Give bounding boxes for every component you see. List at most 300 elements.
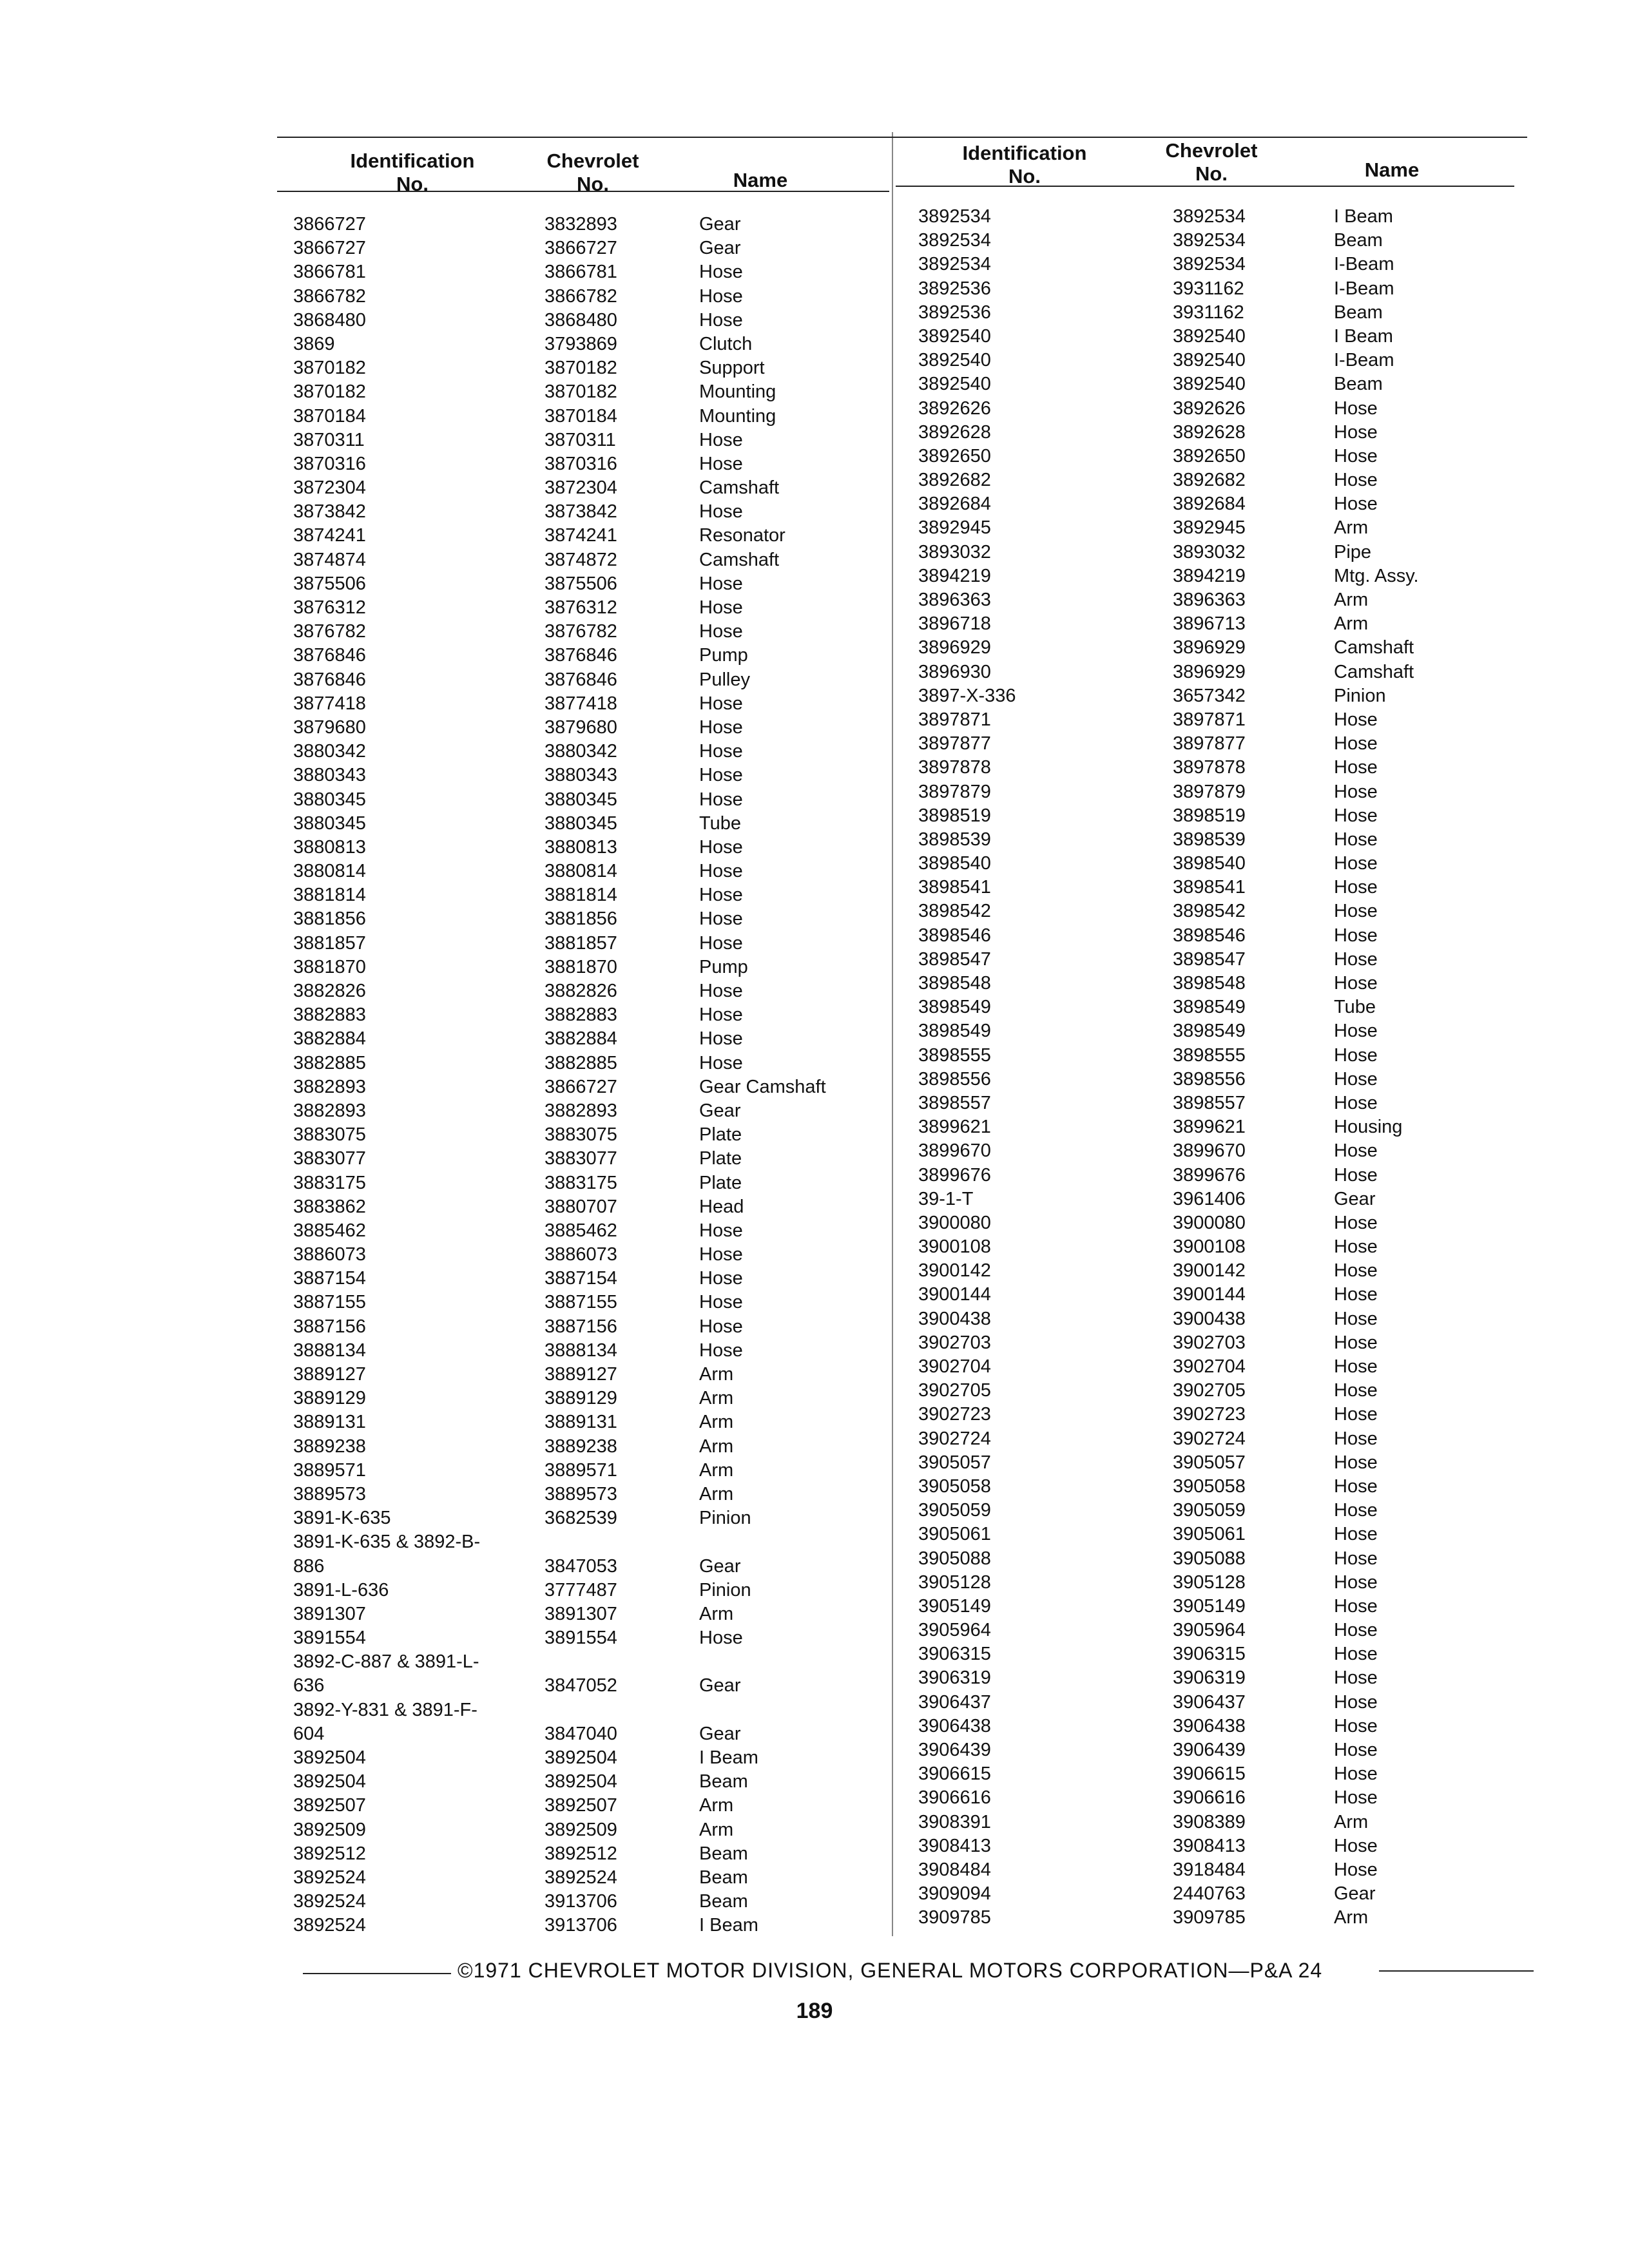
part-name: Arm [699, 1388, 734, 1409]
part-name: Hose [699, 932, 743, 954]
table-row [918, 588, 1524, 612]
table-row [918, 1619, 1524, 1642]
identification-no: 3870184 [293, 405, 366, 427]
chevrolet-no: 3868480 [545, 309, 617, 331]
chevrolet-no: 3889573 [545, 1483, 617, 1504]
table-row [918, 852, 1524, 876]
identification-no: 3892684 [918, 494, 991, 515]
chevrolet-no: 3906616 [1173, 1787, 1246, 1809]
chevrolet-no: 3892684 [1173, 494, 1246, 515]
part-name: Hose [1334, 901, 1378, 922]
part-name: Mounting [699, 381, 776, 403]
table-row [918, 229, 1524, 253]
chevrolet-no: 3887156 [545, 1316, 617, 1337]
chevrolet-no: 3876312 [545, 597, 617, 618]
chevrolet-no: 3682539 [545, 1508, 617, 1529]
table-row [293, 1387, 873, 1410]
part-name: Camshaft [699, 549, 780, 570]
part-name: Hose [1334, 1740, 1378, 1760]
chevrolet-no: 3888134 [545, 1340, 617, 1361]
chevrolet-no: 3897871 [1173, 709, 1246, 730]
table-row [293, 907, 873, 931]
part-name: Arm [1334, 1811, 1369, 1832]
identification-no: 3898555 [918, 1044, 991, 1066]
chevrolet-no: 3866727 [545, 238, 617, 259]
table-row [918, 1738, 1524, 1762]
part-name: Arm [699, 1603, 734, 1624]
table-row [918, 876, 1524, 899]
chevrolet-no: 3881870 [545, 956, 617, 977]
table-row [918, 349, 1524, 372]
table-row [293, 236, 873, 260]
table-row [293, 1410, 873, 1434]
part-name: Pinion [699, 1508, 751, 1529]
table-row [293, 476, 873, 500]
part-name: Hose [699, 1340, 743, 1361]
identification-no: 3875506 [293, 573, 366, 594]
table-row [293, 1866, 873, 1890]
identification-no: 3908413 [918, 1835, 991, 1856]
identification-no: 3905058 [918, 1475, 991, 1497]
part-name: Beam [1334, 230, 1383, 251]
identification-no: 3898548 [918, 973, 991, 994]
identification-no: 3868480 [293, 309, 366, 331]
identification-no: 3892628 [918, 421, 991, 443]
identification-no: 3882893 [293, 1100, 366, 1121]
part-name: Hose [1334, 853, 1378, 874]
identification-no: 3905128 [918, 1571, 991, 1593]
part-name: Gear [699, 1100, 741, 1121]
chevrolet-no: 3889127 [545, 1364, 617, 1385]
table-row [918, 516, 1524, 540]
part-name: Arm [699, 1459, 734, 1481]
table-row [918, 564, 1524, 588]
part-name: Plate [699, 1148, 742, 1169]
part-name: Hose [1334, 1021, 1378, 1042]
identification-no: 3905057 [918, 1452, 991, 1473]
identification-no: 3896929 [918, 637, 991, 658]
part-name: Hose [699, 453, 743, 474]
part-name: Hose [1334, 1092, 1378, 1113]
identification-no: 3899676 [918, 1164, 991, 1186]
table-row [293, 979, 873, 1003]
table-row [293, 1339, 873, 1363]
chevrolet-no: 3880345 [545, 789, 617, 810]
part-name: Beam [1334, 374, 1383, 395]
table-row [293, 1722, 873, 1746]
table-row [293, 836, 873, 860]
identification-no: 3887156 [293, 1316, 366, 1337]
identification-no: 3870182 [293, 358, 366, 379]
part-name: Hose [1334, 1212, 1378, 1233]
identification-no: 3881856 [293, 908, 366, 930]
chevrolet-no: 3877418 [545, 693, 617, 714]
identification-no: 3892509 [293, 1819, 366, 1840]
table-row [918, 1068, 1524, 1091]
identification-no: 3869 [293, 333, 335, 354]
chevrolet-no: 3882884 [545, 1028, 617, 1050]
identification-no: 3899621 [918, 1117, 991, 1138]
identification-no: 3900080 [918, 1212, 991, 1233]
chevrolet-no: 3931162 [1173, 302, 1244, 323]
identification-no: 3892540 [918, 350, 991, 371]
part-name: Hose [1334, 1595, 1378, 1617]
table-row [918, 780, 1524, 804]
chevrolet-no: 3847053 [545, 1555, 617, 1577]
part-name: Clutch [699, 333, 753, 354]
table-row [293, 1171, 873, 1195]
part-name: Hose [699, 262, 743, 283]
chevrolet-no: 3898547 [1173, 948, 1246, 970]
table-row [293, 620, 873, 644]
table-row [918, 924, 1524, 948]
part-name: Hose [1334, 1644, 1378, 1665]
chevrolet-no: 3875506 [545, 573, 617, 594]
identification-no: 3880814 [293, 861, 366, 882]
identification-no: 3906615 [918, 1763, 991, 1785]
table-row [293, 1123, 873, 1147]
chevrolet-no: 3898519 [1173, 805, 1246, 826]
chevrolet-no: 3900144 [1173, 1284, 1246, 1305]
chevrolet-no: 3876846 [545, 645, 617, 666]
table-row [918, 612, 1524, 636]
identification-no: 3898541 [918, 877, 991, 898]
chevrolet-no: 3777487 [545, 1579, 617, 1600]
identification-no: 3906319 [918, 1667, 991, 1689]
chevrolet-no: 3900438 [1173, 1308, 1246, 1329]
chevrolet-no: 3893032 [1173, 541, 1246, 562]
table-row [918, 1091, 1524, 1115]
chevrolet-no: 3887154 [545, 1268, 617, 1289]
identification-no: 3891-K-635 [293, 1508, 391, 1529]
table-row [918, 1666, 1524, 1690]
chevrolet-no: 3882883 [545, 1004, 617, 1026]
chevrolet-no: 3902703 [1173, 1332, 1246, 1353]
part-name: Pinion [1334, 685, 1386, 706]
chevrolet-no: 3905088 [1173, 1548, 1246, 1569]
part-name: Gear [699, 238, 741, 259]
identification-no: 3881857 [293, 932, 366, 954]
identification-no: 3889127 [293, 1364, 366, 1385]
identification-no: 3906437 [918, 1691, 991, 1713]
table-row [293, 1027, 873, 1051]
identification-no: 3892536 [918, 278, 991, 299]
part-name: Hose [699, 429, 743, 450]
table-row [293, 883, 873, 907]
table-row [918, 1882, 1524, 1906]
identification-no: 3880343 [293, 765, 366, 786]
chevrolet-no: 3876782 [545, 621, 617, 642]
part-name: Hose [699, 309, 743, 331]
part-name: Tube [699, 812, 742, 834]
chevrolet-no: 3906438 [1173, 1715, 1246, 1736]
left-parts-table [293, 213, 873, 1938]
identification-no: 3900108 [918, 1236, 991, 1258]
part-name: Hose [1334, 829, 1378, 850]
identification-no: 3909094 [918, 1883, 991, 1905]
table-row [293, 1746, 873, 1770]
chevrolet-no: 3886073 [545, 1244, 617, 1265]
table-row [293, 596, 873, 620]
identification-no: 3876846 [293, 645, 366, 666]
right-header-name: Name [1364, 159, 1420, 181]
identification-no: 3883862 [293, 1196, 366, 1217]
part-name: Hose [1334, 1284, 1378, 1305]
table-row [918, 1187, 1524, 1211]
identification-no: 3874241 [293, 525, 366, 546]
identification-no: 3882893 [293, 1076, 366, 1097]
part-name: Camshaft [699, 477, 780, 499]
identification-no: 3898549 [918, 997, 991, 1018]
identification-no: 3892626 [918, 398, 991, 419]
table-row [918, 1115, 1524, 1139]
table-row [918, 325, 1524, 349]
table-row [293, 285, 873, 309]
identification-no: 636 [293, 1675, 325, 1696]
part-name: Hose [1334, 1428, 1378, 1449]
top-rule [277, 137, 1527, 138]
chevrolet-no: 3892626 [1173, 398, 1246, 419]
part-name: Resonator [699, 525, 786, 546]
table-row [293, 812, 873, 836]
identification-no: 3876846 [293, 669, 366, 690]
identification-no: 3898519 [918, 805, 991, 826]
part-name: Hose [1334, 1859, 1378, 1880]
identification-no: 3892534 [918, 254, 991, 275]
table-row [293, 332, 873, 356]
part-name: Hose [1334, 1140, 1378, 1162]
part-name: Hose [1334, 781, 1378, 802]
identification-no: 3897878 [918, 757, 991, 778]
identification-no: 3893032 [918, 541, 991, 562]
chevrolet-no: 3883075 [545, 1124, 617, 1146]
chevrolet-no: 3880345 [545, 812, 617, 834]
part-name: Hose [1334, 1500, 1378, 1521]
part-name: Hose [1334, 1356, 1378, 1377]
chevrolet-no: 3882885 [545, 1052, 617, 1073]
chevrolet-no: 3898539 [1173, 829, 1246, 850]
table-row [293, 1698, 873, 1722]
table-row [918, 804, 1524, 828]
table-row [918, 1019, 1524, 1043]
table-row [293, 1818, 873, 1842]
identification-no: 3908391 [918, 1811, 991, 1832]
chevrolet-no: 3898546 [1173, 925, 1246, 946]
identification-no: 3892536 [918, 302, 991, 323]
part-name: I Beam [1334, 325, 1393, 347]
chevrolet-no: 3892540 [1173, 374, 1246, 395]
part-name: Plate [699, 1172, 742, 1193]
table-row [293, 716, 873, 740]
chevrolet-no: 3908389 [1173, 1811, 1246, 1832]
part-name: I Beam [1334, 206, 1393, 227]
chevrolet-no: 3892507 [545, 1795, 617, 1816]
chevrolet-no: 3881857 [545, 932, 617, 954]
table-row [918, 1475, 1524, 1499]
identification-no: 3891-L-636 [293, 1579, 389, 1600]
table-row [918, 948, 1524, 972]
identification-no: 3870182 [293, 381, 366, 403]
chevrolet-no: 3961406 [1173, 1188, 1246, 1209]
identification-no: 3906616 [918, 1787, 991, 1809]
part-name: Hose [699, 1028, 743, 1050]
table-row [918, 445, 1524, 468]
table-row [293, 764, 873, 787]
table-row [293, 1483, 873, 1506]
left-header-id-line1: Identification [350, 149, 475, 172]
identification-no: 3883175 [293, 1172, 366, 1193]
identification-no: 3906315 [918, 1644, 991, 1665]
chevrolet-no: 3881814 [545, 885, 617, 906]
identification-no: 3902723 [918, 1404, 991, 1425]
chevrolet-no: 3900142 [1173, 1260, 1246, 1282]
table-row [918, 205, 1524, 229]
part-name: Hose [1334, 470, 1378, 491]
table-row [293, 1602, 873, 1626]
chevrolet-no: 3882893 [545, 1100, 617, 1121]
identification-no: 3872304 [293, 477, 366, 499]
chevrolet-no: 3880814 [545, 861, 617, 882]
identification-no: 3880342 [293, 741, 366, 762]
identification-no: 3882885 [293, 1052, 366, 1073]
chevrolet-no: 3900080 [1173, 1212, 1246, 1233]
chevrolet-no: 3896713 [1173, 613, 1246, 635]
part-name: Mtg. Assy. [1334, 565, 1419, 586]
chevrolet-no: 3876846 [545, 669, 617, 690]
chevrolet-no: 3906319 [1173, 1667, 1246, 1689]
table-row [293, 1243, 873, 1267]
table-row [918, 1427, 1524, 1451]
table-row [293, 1291, 873, 1314]
identification-no: 3885462 [293, 1220, 366, 1241]
identification-no: 3892945 [918, 517, 991, 539]
identification-no: 3892504 [293, 1747, 366, 1768]
table-row [293, 1626, 873, 1650]
part-name: Gear [699, 1555, 741, 1577]
part-name: Hose [699, 1292, 743, 1313]
chevrolet-no: 3832893 [545, 214, 617, 235]
chevrolet-no: 3897878 [1173, 757, 1246, 778]
table-row [293, 1147, 873, 1171]
chevrolet-no: 3897877 [1173, 733, 1246, 754]
chevrolet-no: 3898541 [1173, 877, 1246, 898]
part-name: Hose [1334, 973, 1378, 994]
table-row [293, 1890, 873, 1914]
identification-no: 3896718 [918, 613, 991, 635]
table-row [918, 1164, 1524, 1187]
page-number: 189 [796, 1999, 833, 2023]
chevrolet-no: 3892628 [1173, 421, 1246, 443]
table-row [918, 1691, 1524, 1715]
part-name: Pulley [699, 669, 750, 690]
part-name: Hose [699, 573, 743, 594]
chevrolet-no: 3892540 [1173, 325, 1246, 347]
table-row [293, 1075, 873, 1099]
table-row [293, 1794, 873, 1818]
chevrolet-no: 3906315 [1173, 1644, 1246, 1665]
table-row [918, 1307, 1524, 1331]
chevrolet-no: 3896929 [1173, 661, 1246, 682]
identification-no: 3897877 [918, 733, 991, 754]
part-name: Arm [1334, 1907, 1369, 1928]
part-name: Hose [699, 885, 743, 906]
identification-no: 3892524 [293, 1915, 366, 1936]
chevrolet-no: 3881856 [545, 908, 617, 930]
chevrolet-no: 3906615 [1173, 1763, 1246, 1785]
chevrolet-no: 3905128 [1173, 1571, 1246, 1593]
table-row [293, 524, 873, 548]
table-row [293, 1435, 873, 1459]
table-row [918, 541, 1524, 564]
table-row [918, 1379, 1524, 1403]
table-row [293, 309, 873, 332]
part-name: Pump [699, 645, 748, 666]
chevrolet-no: 3931162 [1173, 278, 1244, 299]
part-name: I Beam [699, 1915, 758, 1936]
table-row [293, 213, 873, 236]
identification-no: 3874874 [293, 549, 366, 570]
table-row [918, 1523, 1524, 1546]
table-row [918, 1906, 1524, 1930]
chevrolet-no: 2440763 [1173, 1883, 1246, 1905]
chevrolet-no: 3883175 [545, 1172, 617, 1193]
left-header-name: Name [733, 169, 788, 191]
identification-no: 3896363 [918, 590, 991, 610]
chevrolet-no: 3898556 [1173, 1068, 1246, 1090]
identification-no: 3889573 [293, 1483, 366, 1504]
part-name: Arm [1334, 613, 1369, 635]
identification-no: 3898539 [918, 829, 991, 850]
part-name: Hose [1334, 1332, 1378, 1353]
left-header-chev-line1: Chevrolet [546, 149, 639, 172]
chevrolet-no: 3880342 [545, 741, 617, 762]
table-row [918, 492, 1524, 516]
identification-no: 3905061 [918, 1524, 991, 1545]
identification-no: 3905088 [918, 1548, 991, 1569]
table-row [918, 684, 1524, 708]
chevrolet-no: 3892504 [545, 1771, 617, 1792]
part-name: Hose [699, 1244, 743, 1265]
part-name: Hose [699, 789, 743, 810]
identification-no: 3876782 [293, 621, 366, 642]
table-row [918, 468, 1524, 492]
left-header-chev-line2: No. [577, 173, 609, 195]
chevrolet-no: 3892504 [545, 1747, 617, 1768]
chevrolet-no: 3847040 [545, 1723, 617, 1744]
identification-no: 3906439 [918, 1740, 991, 1760]
identification-no: 3883075 [293, 1124, 366, 1146]
identification-no: 3892534 [918, 230, 991, 251]
chevrolet-no: 3905149 [1173, 1595, 1246, 1617]
chevrolet-no: 3657342 [1173, 685, 1246, 706]
column-divider [892, 132, 893, 1936]
part-name: Arm [699, 1436, 734, 1457]
table-row [918, 1811, 1524, 1834]
part-name: Beam [1334, 302, 1383, 323]
part-name: Hose [699, 621, 743, 642]
part-name: Hose [1334, 1236, 1378, 1258]
identification-no: 3892524 [293, 1891, 366, 1912]
table-row [293, 1267, 873, 1291]
chevrolet-no: 3866781 [545, 262, 617, 283]
identification-no: 3876312 [293, 597, 366, 618]
identification-no: 3889238 [293, 1436, 366, 1457]
chevrolet-no: 3892534 [1173, 206, 1246, 227]
table-row [293, 548, 873, 572]
table-row [918, 756, 1524, 780]
chevrolet-no: 3891554 [545, 1628, 617, 1649]
table-row [918, 708, 1524, 732]
